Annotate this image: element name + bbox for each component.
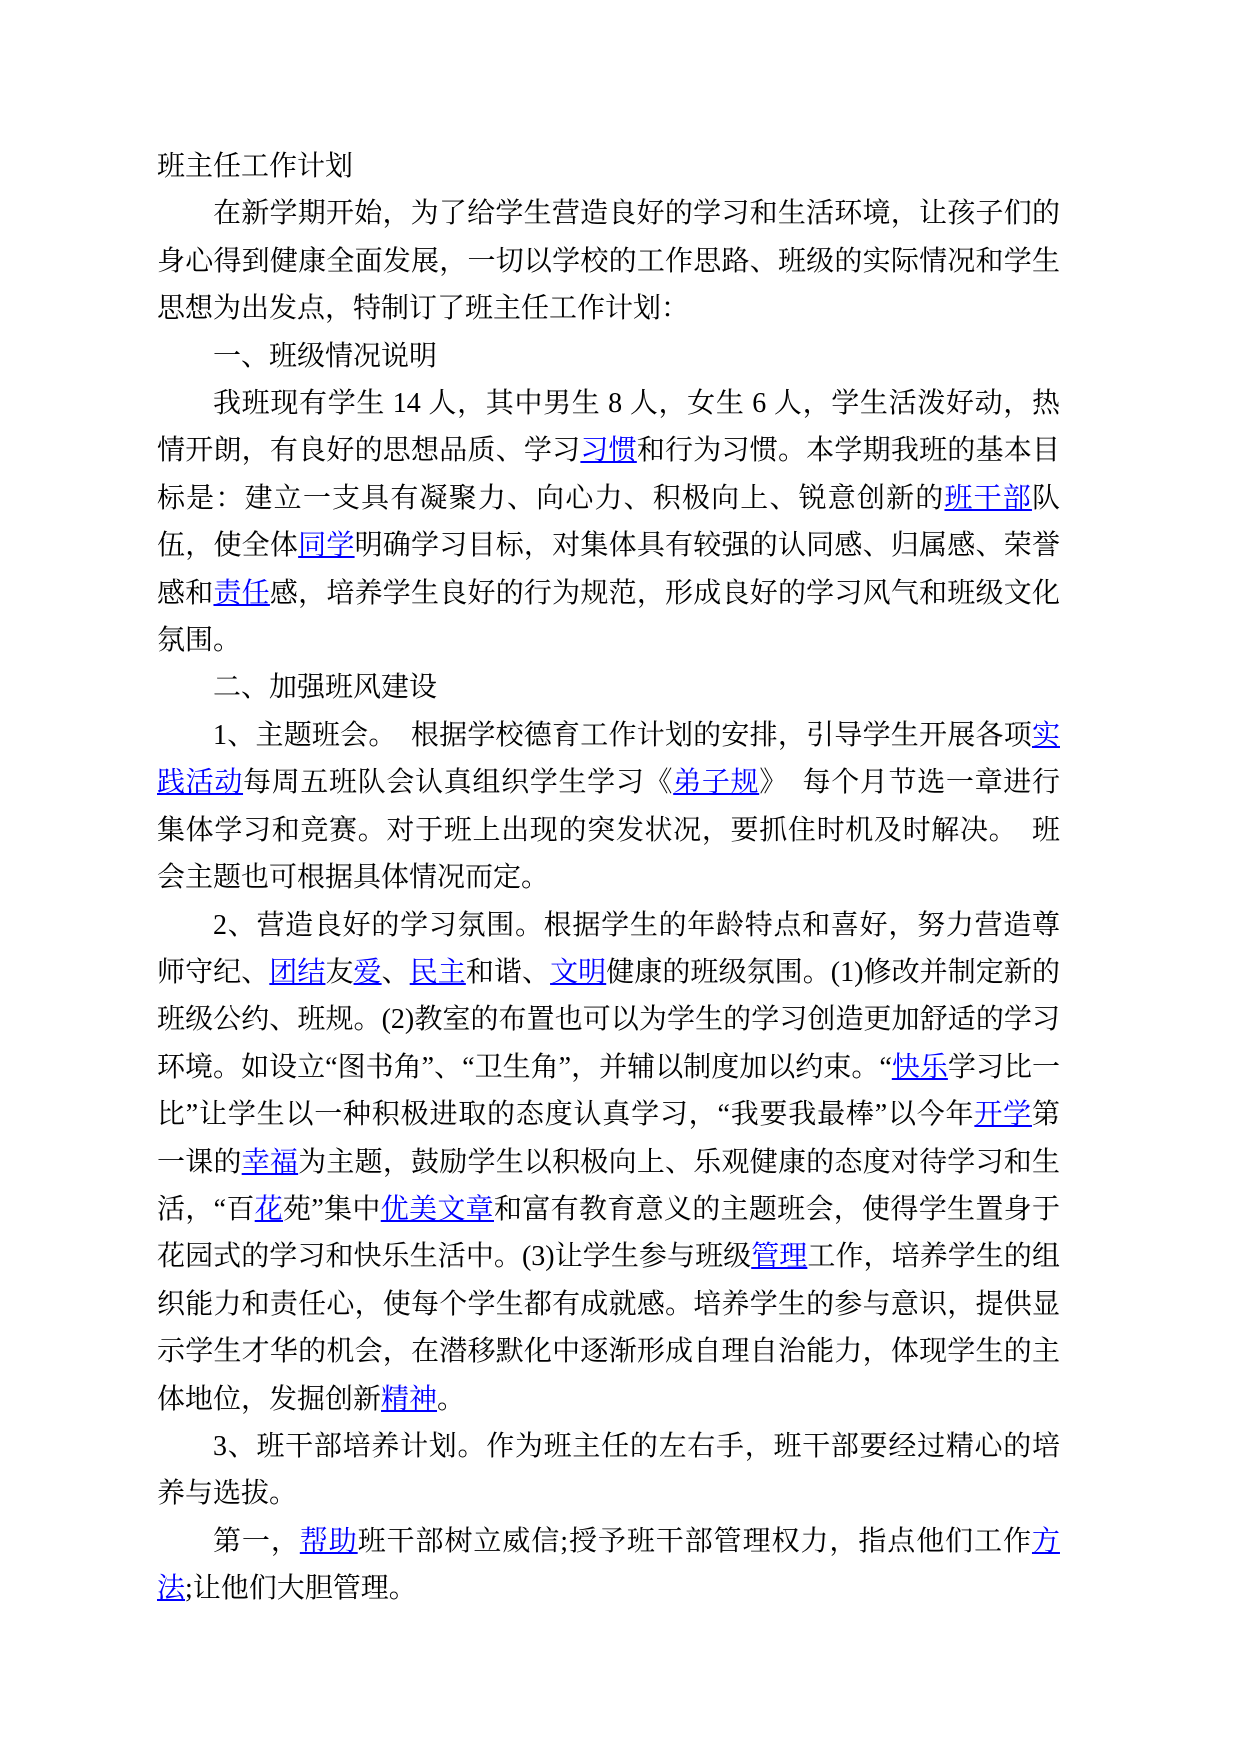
doc-link[interactable]: 精神 bbox=[381, 1383, 438, 1415]
text-run: 每周五班队会认真组织学生学习《 bbox=[243, 767, 674, 799]
text-run: 3、班干部培养计划。作为班主任的左右手，班干部要经过精心的培养与选拔。 bbox=[157, 1430, 1060, 1510]
text-run: 2、营造良好的学习氛围。根据学生的年龄特点和喜好，努力营造尊师守纪、 bbox=[157, 909, 1060, 988]
text-run: 我班现有学生 14 人，其中男生 8 人，女生 6 人，学生活泼好动，热情开朗，有良好的思想品质、学习 bbox=[157, 388, 1060, 467]
section-1-heading bbox=[157, 333, 1060, 380]
class-situation-paragraph bbox=[157, 380, 1060, 664]
text-run: 1、主题班会。 根据学校德育工作计划的安排，引导学生开展各项 bbox=[213, 719, 1032, 751]
text-run: 第一， bbox=[213, 1525, 300, 1557]
intro-paragraph bbox=[157, 190, 1060, 332]
doc-link[interactable]: 文明 bbox=[550, 956, 607, 988]
doc-link[interactable]: 帮助 bbox=[299, 1525, 358, 1557]
text-run: 。 bbox=[437, 1383, 466, 1415]
doc-link[interactable]: 方法 bbox=[157, 1525, 1060, 1605]
text-run: 明确学习目标，对集体具有较强的认同感、归属感、荣誉感和 bbox=[157, 530, 1060, 609]
text-run: 苑”集中 bbox=[283, 1193, 381, 1225]
text-run: 、 bbox=[381, 956, 410, 988]
text-run: 和谐、 bbox=[465, 956, 551, 988]
text-run: 和富有教育意义的主题班会，使得学生置身于花园式的学习和快乐生活中。(3)让学生参与班级 bbox=[157, 1193, 1060, 1273]
doc-link[interactable]: 弟子规 bbox=[673, 767, 760, 799]
text-run: 队伍，使全体 bbox=[157, 482, 1060, 562]
text-run: 二、加强班风建设 bbox=[213, 672, 438, 704]
text-run: 在新学期开始，为了给学生营造良好的学习和生活环境，让孩子们的身心得到健康全面发展，一切以学校的工作思路、班级的实际情况和学生思想为出发点，特制订了班主任工作计划： bbox=[157, 198, 1060, 325]
doc-link[interactable]: 花 bbox=[254, 1193, 284, 1225]
document-content bbox=[157, 143, 1060, 1613]
text-run: ;让他们大胆管理。 bbox=[185, 1573, 417, 1605]
doc-link[interactable]: 幸福 bbox=[241, 1146, 299, 1178]
first-point-paragraph bbox=[157, 1518, 1060, 1613]
text-run: 为主题，鼓励学生以积极向上、乐观健康的态度对待学习和生活，“百 bbox=[157, 1146, 1060, 1225]
doc-link[interactable]: 同学 bbox=[298, 530, 355, 562]
text-run: 健康的班级氛围。(1)修改并制定新的班级公约、班规。(2)教室的布置也可以为学生的学习创造更加舒适的学习环境。如设立“图书角”、“卫生角”，并辅以制度加以约束。“ bbox=[157, 956, 1060, 1083]
doc-link[interactable]: 民主 bbox=[409, 956, 466, 988]
doc-link[interactable]: 责任 bbox=[213, 577, 270, 609]
text-run: 》 每个月节选一章进行集体学习和竞赛。对于班上出现的突发状况，要抓住时机及时解决。 班会主题也可根据具体情况而定。 bbox=[157, 767, 1060, 894]
doc-link[interactable]: 开学 bbox=[974, 1099, 1032, 1131]
text-run: 友 bbox=[325, 956, 354, 988]
cadre-training-paragraph bbox=[157, 1423, 1060, 1518]
text-run: 学习比一比”让学生以一种积极进取的态度认真学习，“我要我最棒”以今年 bbox=[157, 1051, 1060, 1131]
document-title: 班主任工作计划 bbox=[157, 151, 354, 182]
doc-link[interactable]: 班干部 bbox=[944, 482, 1032, 514]
doc-link[interactable]: 优美文章 bbox=[380, 1193, 494, 1225]
text-run: 和行为习惯。本学期我班的基本目标是：建立一支具有凝聚力、向心力、积极向上、锐意创新的 bbox=[157, 435, 1060, 514]
document-body bbox=[157, 190, 1060, 1612]
text-run: 班干部树立威信;授予班干部管理权力，指点他们工作 bbox=[357, 1525, 1032, 1557]
section-2-heading bbox=[157, 664, 1060, 711]
theme-class-meeting-paragraph bbox=[157, 712, 1060, 902]
doc-link[interactable]: 团结 bbox=[269, 956, 326, 988]
doc-link[interactable]: 爱 bbox=[353, 956, 382, 988]
learning-atmosphere-paragraph bbox=[157, 902, 1060, 1423]
doc-link[interactable]: 习惯 bbox=[580, 435, 637, 467]
doc-link[interactable]: 实践活动 bbox=[157, 719, 1060, 799]
doc-link[interactable]: 管理 bbox=[751, 1241, 808, 1273]
text-run: 第一课的 bbox=[157, 1099, 1060, 1178]
text-run: 感，培养学生良好的行为规范，形成良好的学习风气和班级文化氛围。 bbox=[157, 577, 1060, 657]
text-run: 工作，培养学生的组织能力和责任心，使每个学生都有成就感。培养学生的参与意识，提供显示学生才华的机会，在潜移默化中逐渐形成自理自治能力，体现学生的主体地位，发掘创新 bbox=[157, 1241, 1060, 1415]
text-run: 一、班级情况说明 bbox=[213, 340, 438, 372]
doc-link[interactable]: 快乐 bbox=[891, 1051, 948, 1083]
